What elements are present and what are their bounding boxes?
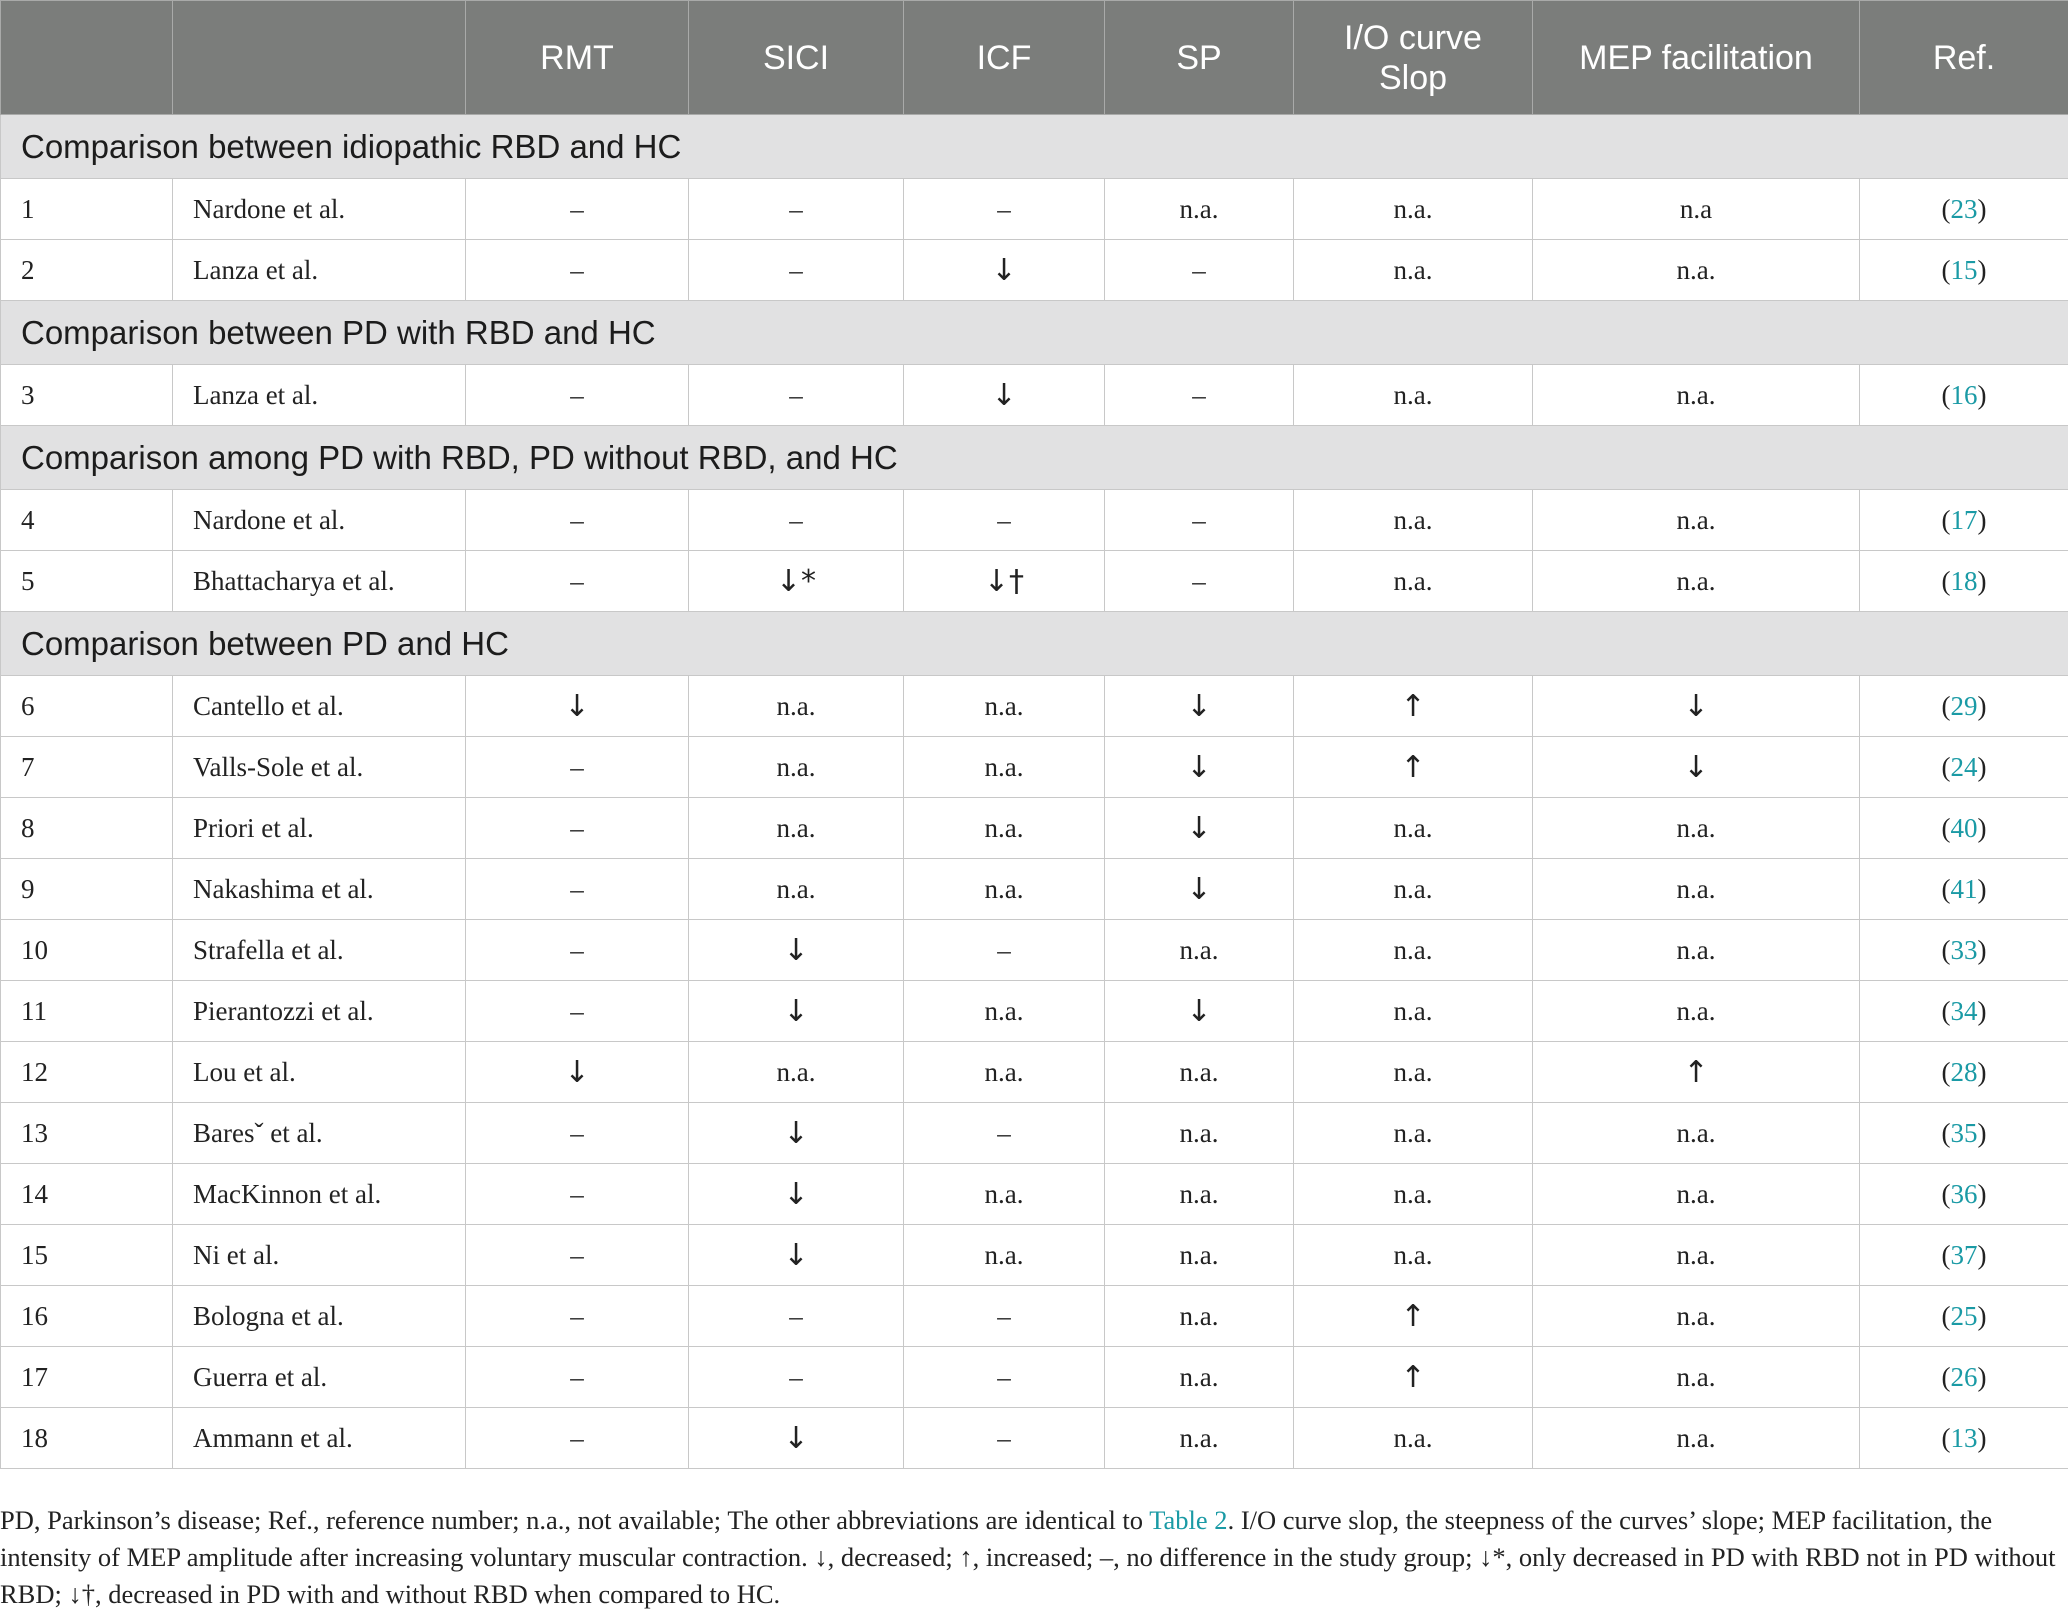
cell-rmt: – bbox=[466, 365, 689, 426]
cell-mep: n.a. bbox=[1533, 859, 1860, 920]
table-row bbox=[1, 1286, 2068, 1347]
cell-sici: ↓ bbox=[689, 981, 904, 1042]
cell-rmt: – bbox=[466, 1103, 689, 1164]
cell-num: 4 bbox=[1, 490, 173, 551]
cell-io: n.a. bbox=[1294, 1225, 1533, 1286]
column-header-5: SP bbox=[1105, 1, 1294, 115]
cell-num: 10 bbox=[1, 920, 173, 981]
cell-ref: (41) bbox=[1860, 859, 2068, 920]
table-row bbox=[1, 737, 2068, 798]
reference-link[interactable]: 17 bbox=[1950, 504, 1978, 535]
cell-icf: – bbox=[904, 1408, 1105, 1469]
cell-sp: ↓ bbox=[1105, 798, 1294, 859]
cell-mep: n.a. bbox=[1533, 490, 1860, 551]
cell-ref: (40) bbox=[1860, 798, 2068, 859]
reference-link[interactable]: 36 bbox=[1950, 1178, 1978, 1209]
table-row bbox=[1, 920, 2068, 981]
table-row bbox=[1, 1164, 2068, 1225]
cell-sp: – bbox=[1105, 490, 1294, 551]
cell-ref: (33) bbox=[1860, 920, 2068, 981]
cell-sici: ↓* bbox=[689, 551, 904, 612]
cell-icf: ↓ bbox=[904, 365, 1105, 426]
cell-rmt: – bbox=[466, 179, 689, 240]
column-header-2: RMT bbox=[466, 1, 689, 115]
table-row bbox=[1, 551, 2068, 612]
cell-io: n.a. bbox=[1294, 920, 1533, 981]
cell-mep: n.a. bbox=[1533, 981, 1860, 1042]
cell-icf: n.a. bbox=[904, 859, 1105, 920]
reference-link[interactable]: 40 bbox=[1950, 812, 1978, 843]
cell-io: n.a. bbox=[1294, 1164, 1533, 1225]
cell-icf: n.a. bbox=[904, 676, 1105, 737]
cell-io: n.a. bbox=[1294, 365, 1533, 426]
cell-num: 12 bbox=[1, 1042, 173, 1103]
table-row bbox=[1, 490, 2068, 551]
cell-sp: ↓ bbox=[1105, 981, 1294, 1042]
cell-num: 8 bbox=[1, 798, 173, 859]
cell-sici: n.a. bbox=[689, 798, 904, 859]
cell-author: Nakashima et al. bbox=[173, 859, 466, 920]
cell-io: n.a. bbox=[1294, 551, 1533, 612]
column-header-3: SICI bbox=[689, 1, 904, 115]
cell-num: 6 bbox=[1, 676, 173, 737]
section-header-row bbox=[1, 115, 2068, 179]
cell-ref: (24) bbox=[1860, 737, 2068, 798]
section-title: Comparison between PD with RBD and HC bbox=[1, 301, 2068, 365]
reference-link[interactable]: 29 bbox=[1950, 690, 1978, 721]
column-header-0 bbox=[1, 1, 173, 115]
cell-author: Lanza et al. bbox=[173, 240, 466, 301]
cell-num: 1 bbox=[1, 179, 173, 240]
cell-mep: n.a. bbox=[1533, 1225, 1860, 1286]
cell-ref: (13) bbox=[1860, 1408, 2068, 1469]
cell-sp: ↓ bbox=[1105, 859, 1294, 920]
cell-sici: ↓ bbox=[689, 1225, 904, 1286]
cell-io: ↑ bbox=[1294, 737, 1533, 798]
cell-io: ↑ bbox=[1294, 1347, 1533, 1408]
cell-sp: n.a. bbox=[1105, 179, 1294, 240]
cell-mep: n.a. bbox=[1533, 1408, 1860, 1469]
cell-ref: (16) bbox=[1860, 365, 2068, 426]
cell-icf: ↓ bbox=[904, 240, 1105, 301]
cell-ref: (15) bbox=[1860, 240, 2068, 301]
cell-sp: – bbox=[1105, 551, 1294, 612]
table-row bbox=[1, 859, 2068, 920]
column-header-4: ICF bbox=[904, 1, 1105, 115]
cell-sici: ↓ bbox=[689, 1164, 904, 1225]
cell-io: n.a. bbox=[1294, 1103, 1533, 1164]
cell-rmt: – bbox=[466, 1286, 689, 1347]
cell-num: 16 bbox=[1, 1286, 173, 1347]
cell-icf: – bbox=[904, 1347, 1105, 1408]
table-row bbox=[1, 365, 2068, 426]
cell-mep: n.a. bbox=[1533, 1103, 1860, 1164]
cell-num: 13 bbox=[1, 1103, 173, 1164]
cell-author: Strafella et al. bbox=[173, 920, 466, 981]
footnote-text-before: PD, Parkinson’s disease; Ref., reference number; n.a., not available; The other abbreviations are identical to bbox=[0, 1505, 1150, 1535]
reference-link[interactable]: 16 bbox=[1950, 379, 1978, 410]
cell-author: Cantello et al. bbox=[173, 676, 466, 737]
reference-link[interactable]: 26 bbox=[1950, 1361, 1978, 1392]
cell-rmt: – bbox=[466, 981, 689, 1042]
table-header bbox=[1, 1, 2068, 115]
cell-author: Nardone et al. bbox=[173, 490, 466, 551]
cell-author: Bologna et al. bbox=[173, 1286, 466, 1347]
cell-icf: n.a. bbox=[904, 981, 1105, 1042]
section-title: Comparison between PD and HC bbox=[1, 612, 2068, 676]
table-row bbox=[1, 1103, 2068, 1164]
cell-sp: n.a. bbox=[1105, 1286, 1294, 1347]
reference-link[interactable]: 25 bbox=[1950, 1300, 1978, 1331]
table-row bbox=[1, 1408, 2068, 1469]
cell-icf: – bbox=[904, 920, 1105, 981]
cell-io: n.a. bbox=[1294, 179, 1533, 240]
cell-author: Lanza et al. bbox=[173, 365, 466, 426]
cell-rmt: – bbox=[466, 1347, 689, 1408]
cell-icf: – bbox=[904, 1286, 1105, 1347]
cell-ref: (37) bbox=[1860, 1225, 2068, 1286]
cell-mep: n.a. bbox=[1533, 240, 1860, 301]
cell-mep: ↑ bbox=[1533, 1042, 1860, 1103]
cell-io: ↑ bbox=[1294, 1286, 1533, 1347]
column-header-1 bbox=[173, 1, 466, 115]
reference-link[interactable]: 23 bbox=[1950, 193, 1978, 224]
cell-mep: n.a. bbox=[1533, 551, 1860, 612]
section-title: Comparison among PD with RBD, PD without RBD, and HC bbox=[1, 426, 2068, 490]
table-2-link[interactable]: Table 2 bbox=[1149, 1505, 1228, 1535]
reference-link[interactable]: 41 bbox=[1950, 873, 1978, 904]
cell-sici: ↓ bbox=[689, 1408, 904, 1469]
cell-num: 18 bbox=[1, 1408, 173, 1469]
reference-link[interactable]: 35 bbox=[1950, 1117, 1978, 1148]
cell-author: Ni et al. bbox=[173, 1225, 466, 1286]
cell-rmt: ↓ bbox=[466, 1042, 689, 1103]
table-row bbox=[1, 1042, 2068, 1103]
reference-link[interactable]: 24 bbox=[1950, 751, 1978, 782]
cell-sp: n.a. bbox=[1105, 1103, 1294, 1164]
reference-link[interactable]: 13 bbox=[1950, 1422, 1978, 1453]
reference-link[interactable]: 33 bbox=[1950, 934, 1978, 965]
cell-sici: n.a. bbox=[689, 859, 904, 920]
section-header-row bbox=[1, 426, 2068, 490]
cell-ref: (23) bbox=[1860, 179, 2068, 240]
cell-sp: n.a. bbox=[1105, 1347, 1294, 1408]
cell-icf: n.a. bbox=[904, 1164, 1105, 1225]
cell-rmt: – bbox=[466, 798, 689, 859]
cell-icf: n.a. bbox=[904, 1042, 1105, 1103]
cell-sp: n.a. bbox=[1105, 1408, 1294, 1469]
cell-sp: n.a. bbox=[1105, 920, 1294, 981]
cell-io: ↑ bbox=[1294, 676, 1533, 737]
cell-sici: – bbox=[689, 179, 904, 240]
cell-num: 2 bbox=[1, 240, 173, 301]
cell-sp: – bbox=[1105, 240, 1294, 301]
cell-rmt: – bbox=[466, 240, 689, 301]
cell-rmt: – bbox=[466, 1225, 689, 1286]
cell-ref: (34) bbox=[1860, 981, 2068, 1042]
cell-ref: (36) bbox=[1860, 1164, 2068, 1225]
cell-io: n.a. bbox=[1294, 490, 1533, 551]
cell-rmt: – bbox=[466, 920, 689, 981]
cell-author: Pierantozzi et al. bbox=[173, 981, 466, 1042]
cell-sici: – bbox=[689, 365, 904, 426]
cell-sici: ↓ bbox=[689, 920, 904, 981]
cell-sp: n.a. bbox=[1105, 1164, 1294, 1225]
cell-num: 9 bbox=[1, 859, 173, 920]
cell-icf: n.a. bbox=[904, 798, 1105, 859]
cell-mep: n.a bbox=[1533, 179, 1860, 240]
cell-sp: n.a. bbox=[1105, 1042, 1294, 1103]
cell-io: n.a. bbox=[1294, 1408, 1533, 1469]
cell-mep: n.a. bbox=[1533, 1164, 1860, 1225]
cell-io: n.a. bbox=[1294, 798, 1533, 859]
cell-num: 7 bbox=[1, 737, 173, 798]
cell-rmt: – bbox=[466, 490, 689, 551]
cell-rmt: ↓ bbox=[466, 676, 689, 737]
table-row bbox=[1, 798, 2068, 859]
cell-sp: – bbox=[1105, 365, 1294, 426]
cell-num: 17 bbox=[1, 1347, 173, 1408]
cell-sici: n.a. bbox=[689, 676, 904, 737]
cell-rmt: – bbox=[466, 859, 689, 920]
cell-mep: n.a. bbox=[1533, 1286, 1860, 1347]
cell-rmt: – bbox=[466, 737, 689, 798]
table-row bbox=[1, 981, 2068, 1042]
cell-num: 14 bbox=[1, 1164, 173, 1225]
reference-link[interactable]: 28 bbox=[1950, 1056, 1978, 1087]
cell-ref: (29) bbox=[1860, 676, 2068, 737]
cell-sici: n.a. bbox=[689, 1042, 904, 1103]
cell-mep: n.a. bbox=[1533, 365, 1860, 426]
column-header-6: I/O curve Slop bbox=[1294, 1, 1533, 115]
cell-ref: (17) bbox=[1860, 490, 2068, 551]
cell-author: Bhattacharya et al. bbox=[173, 551, 466, 612]
cell-icf: n.a. bbox=[904, 737, 1105, 798]
table-row bbox=[1, 179, 2068, 240]
cell-num: 3 bbox=[1, 365, 173, 426]
cell-author: Lou et al. bbox=[173, 1042, 466, 1103]
table-body bbox=[1, 115, 2068, 1469]
cell-author: Guerra et al. bbox=[173, 1347, 466, 1408]
cell-sp: ↓ bbox=[1105, 676, 1294, 737]
section-header-row bbox=[1, 612, 2068, 676]
table-footnote bbox=[0, 1502, 2058, 1613]
cell-mep: ↓ bbox=[1533, 676, 1860, 737]
cell-sici: – bbox=[689, 490, 904, 551]
reference-link[interactable]: 34 bbox=[1950, 995, 1978, 1026]
cell-ref: (26) bbox=[1860, 1347, 2068, 1408]
cell-author: Valls-Sole et al. bbox=[173, 737, 466, 798]
reference-link[interactable]: 18 bbox=[1950, 565, 1978, 596]
cell-rmt: – bbox=[466, 551, 689, 612]
cell-author: Ammann et al. bbox=[173, 1408, 466, 1469]
cell-mep: n.a. bbox=[1533, 798, 1860, 859]
cell-sp: ↓ bbox=[1105, 737, 1294, 798]
section-header-row bbox=[1, 301, 2068, 365]
cell-icf: – bbox=[904, 490, 1105, 551]
cell-icf: – bbox=[904, 1103, 1105, 1164]
cell-sici: ↓ bbox=[689, 1103, 904, 1164]
cell-ref: (25) bbox=[1860, 1286, 2068, 1347]
cell-rmt: – bbox=[466, 1408, 689, 1469]
cell-ref: (28) bbox=[1860, 1042, 2068, 1103]
cell-io: n.a. bbox=[1294, 859, 1533, 920]
cell-num: 15 bbox=[1, 1225, 173, 1286]
cell-mep: ↓ bbox=[1533, 737, 1860, 798]
cell-rmt: – bbox=[466, 1164, 689, 1225]
cell-author: Baresˇ et al. bbox=[173, 1103, 466, 1164]
cell-io: n.a. bbox=[1294, 1042, 1533, 1103]
cell-author: MacKinnon et al. bbox=[173, 1164, 466, 1225]
cell-author: Nardone et al. bbox=[173, 179, 466, 240]
table-row bbox=[1, 676, 2068, 737]
cell-icf: ↓† bbox=[904, 551, 1105, 612]
cell-icf: – bbox=[904, 179, 1105, 240]
cell-num: 5 bbox=[1, 551, 173, 612]
cell-io: n.a. bbox=[1294, 981, 1533, 1042]
table-row bbox=[1, 240, 2068, 301]
cell-ref: (18) bbox=[1860, 551, 2068, 612]
cell-sici: – bbox=[689, 1286, 904, 1347]
cell-mep: n.a. bbox=[1533, 920, 1860, 981]
cell-num: 11 bbox=[1, 981, 173, 1042]
reference-link[interactable]: 15 bbox=[1950, 254, 1978, 285]
table-row bbox=[1, 1347, 2068, 1408]
cell-io: n.a. bbox=[1294, 240, 1533, 301]
cell-icf: n.a. bbox=[904, 1225, 1105, 1286]
cell-sici: – bbox=[689, 1347, 904, 1408]
cell-ref: (35) bbox=[1860, 1103, 2068, 1164]
footnote-text-after: . I/O curve slop, the steepness of the curves’ slope; MEP facilitation, the intensity of MEP amplitude after increasing voluntary muscular contraction. ↓, decreased; ↑, increased; –, no difference in the study group; ↓*, only decreased in PD with RBD not in PD without RBD; ↓†, decreased in PD with and without RBD when compared to HC. bbox=[0, 1505, 2056, 1609]
cell-author: Priori et al. bbox=[173, 798, 466, 859]
cell-sici: – bbox=[689, 240, 904, 301]
table-row bbox=[1, 1225, 2068, 1286]
column-header-7: MEP facilitation bbox=[1533, 1, 1860, 115]
cell-mep: n.a. bbox=[1533, 1347, 1860, 1408]
cell-sp: n.a. bbox=[1105, 1225, 1294, 1286]
section-title: Comparison between idiopathic RBD and HC bbox=[1, 115, 2068, 179]
cell-sici: n.a. bbox=[689, 737, 904, 798]
reference-link[interactable]: 37 bbox=[1950, 1239, 1978, 1270]
column-header-8: Ref. bbox=[1860, 1, 2068, 115]
